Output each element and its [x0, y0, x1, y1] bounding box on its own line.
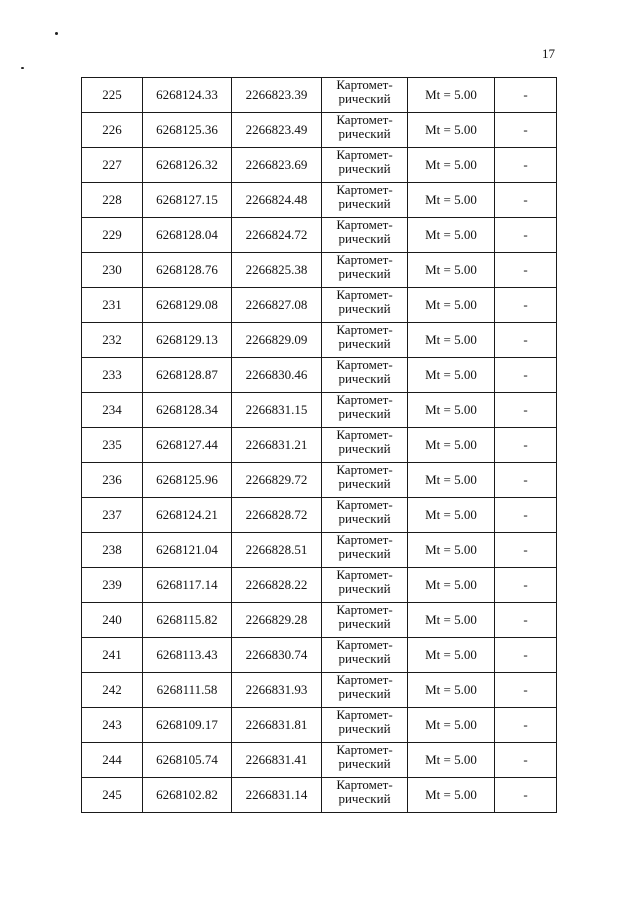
x-coordinate-cell: 6268121.04 — [143, 533, 232, 568]
method-text: рический — [338, 546, 391, 561]
point-number-cell: 241 — [82, 638, 143, 673]
method-text: рический — [338, 616, 391, 631]
x-coordinate-cell: 6268113.43 — [143, 638, 232, 673]
method-text: рический — [338, 266, 391, 281]
table-row — [82, 78, 557, 113]
point-number-cell: 233 — [82, 358, 143, 393]
point-number-cell: 229 — [82, 218, 143, 253]
table-row — [82, 288, 557, 323]
accuracy-cell: Mt = 5.00 — [408, 673, 495, 708]
accuracy-cell: Mt = 5.00 — [408, 463, 495, 498]
note-cell: - — [495, 323, 557, 358]
y-coordinate-cell: 2266823.49 — [232, 113, 322, 148]
y-coordinate-cell: 2266824.72 — [232, 218, 322, 253]
point-number-cell: 225 — [82, 78, 143, 113]
method-text: Картомет- — [336, 427, 393, 442]
method-cell — [322, 498, 408, 533]
accuracy-cell: Mt = 5.00 — [408, 778, 495, 813]
note-cell: - — [495, 568, 557, 603]
method-text: рический — [338, 336, 391, 351]
method-cell — [322, 533, 408, 568]
method-text: Картомет- — [336, 707, 393, 722]
note-cell: - — [495, 113, 557, 148]
method-text: рический — [338, 161, 391, 176]
coordinates-table-body — [82, 78, 557, 813]
method-text: Картомет- — [336, 287, 393, 302]
y-coordinate-cell: 2266823.39 — [232, 78, 322, 113]
method-text: рический — [338, 441, 391, 456]
table-row — [82, 183, 557, 218]
x-coordinate-cell: 6268128.87 — [143, 358, 232, 393]
method-text: Картомет- — [336, 532, 393, 547]
method-cell — [322, 358, 408, 393]
method-text: Картомет- — [336, 497, 393, 512]
accuracy-cell: Mt = 5.00 — [408, 568, 495, 603]
method-text: Картомет- — [336, 462, 393, 477]
method-text: Картомет- — [336, 147, 393, 162]
y-coordinate-cell: 2266828.72 — [232, 498, 322, 533]
table-row — [82, 708, 557, 743]
point-number-cell: 227 — [82, 148, 143, 183]
note-cell: - — [495, 148, 557, 183]
table-row — [82, 358, 557, 393]
table-row — [82, 568, 557, 603]
accuracy-cell: Mt = 5.00 — [408, 218, 495, 253]
method-text: Картомет- — [336, 182, 393, 197]
scan-speck — [21, 67, 24, 69]
accuracy-cell: Mt = 5.00 — [408, 358, 495, 393]
method-text: рический — [338, 756, 391, 771]
method-cell — [322, 218, 408, 253]
method-cell — [322, 393, 408, 428]
y-coordinate-cell: 2266831.41 — [232, 743, 322, 778]
point-number-cell: 226 — [82, 113, 143, 148]
note-cell: - — [495, 498, 557, 533]
note-cell: - — [495, 673, 557, 708]
y-coordinate-cell: 2266824.48 — [232, 183, 322, 218]
note-cell: - — [495, 603, 557, 638]
x-coordinate-cell: 6268128.34 — [143, 393, 232, 428]
table-row — [82, 428, 557, 463]
x-coordinate-cell: 6268127.44 — [143, 428, 232, 463]
x-coordinate-cell: 6268124.33 — [143, 78, 232, 113]
method-text: Картомет- — [336, 217, 393, 232]
note-cell: - — [495, 358, 557, 393]
table-row — [82, 498, 557, 533]
point-number-cell: 232 — [82, 323, 143, 358]
accuracy-cell: Mt = 5.00 — [408, 323, 495, 358]
accuracy-cell: Mt = 5.00 — [408, 533, 495, 568]
table-row — [82, 778, 557, 813]
note-cell: - — [495, 708, 557, 743]
x-coordinate-cell: 6268125.96 — [143, 463, 232, 498]
method-cell — [322, 463, 408, 498]
accuracy-cell: Mt = 5.00 — [408, 708, 495, 743]
x-coordinate-cell: 6268115.82 — [143, 603, 232, 638]
method-text: Картомет- — [336, 252, 393, 267]
point-number-cell: 244 — [82, 743, 143, 778]
method-text: рический — [338, 371, 391, 386]
method-cell — [322, 148, 408, 183]
point-number-cell: 235 — [82, 428, 143, 463]
y-coordinate-cell: 2266831.14 — [232, 778, 322, 813]
method-text: Картомет- — [336, 637, 393, 652]
y-coordinate-cell: 2266829.09 — [232, 323, 322, 358]
x-coordinate-cell: 6268129.08 — [143, 288, 232, 323]
x-coordinate-cell: 6268128.76 — [143, 253, 232, 288]
x-coordinate-cell: 6268102.82 — [143, 778, 232, 813]
method-cell — [322, 603, 408, 638]
point-number-cell: 242 — [82, 673, 143, 708]
method-text: рический — [338, 686, 391, 701]
method-text: Картомет- — [336, 322, 393, 337]
method-cell — [322, 778, 408, 813]
x-coordinate-cell: 6268129.13 — [143, 323, 232, 358]
note-cell: - — [495, 743, 557, 778]
method-text: Картомет- — [336, 602, 393, 617]
method-cell — [322, 323, 408, 358]
method-text: рический — [338, 231, 391, 246]
note-cell: - — [495, 533, 557, 568]
table-row — [82, 638, 557, 673]
table-row — [82, 393, 557, 428]
y-coordinate-cell: 2266829.28 — [232, 603, 322, 638]
y-coordinate-cell: 2266828.51 — [232, 533, 322, 568]
point-number-cell: 245 — [82, 778, 143, 813]
method-text: рический — [338, 721, 391, 736]
x-coordinate-cell: 6268109.17 — [143, 708, 232, 743]
y-coordinate-cell: 2266829.72 — [232, 463, 322, 498]
y-coordinate-cell: 2266828.22 — [232, 568, 322, 603]
y-coordinate-cell: 2266830.74 — [232, 638, 322, 673]
table-row — [82, 673, 557, 708]
x-coordinate-cell: 6268105.74 — [143, 743, 232, 778]
table-row — [82, 533, 557, 568]
table-row — [82, 323, 557, 358]
point-number-cell: 231 — [82, 288, 143, 323]
table-row — [82, 148, 557, 183]
method-text: Картомет- — [336, 777, 393, 792]
method-text: Картомет- — [336, 392, 393, 407]
table-row — [82, 463, 557, 498]
accuracy-cell: Mt = 5.00 — [408, 288, 495, 323]
y-coordinate-cell: 2266831.93 — [232, 673, 322, 708]
note-cell: - — [495, 218, 557, 253]
method-text: рический — [338, 196, 391, 211]
method-text: рический — [338, 406, 391, 421]
accuracy-cell: Mt = 5.00 — [408, 78, 495, 113]
method-text: Картомет- — [336, 742, 393, 757]
point-number-cell: 236 — [82, 463, 143, 498]
y-coordinate-cell: 2266831.21 — [232, 428, 322, 463]
x-coordinate-cell: 6268117.14 — [143, 568, 232, 603]
accuracy-cell: Mt = 5.00 — [408, 183, 495, 218]
y-coordinate-cell: 2266827.08 — [232, 288, 322, 323]
accuracy-cell: Mt = 5.00 — [408, 393, 495, 428]
note-cell: - — [495, 78, 557, 113]
x-coordinate-cell: 6268125.36 — [143, 113, 232, 148]
table-row — [82, 253, 557, 288]
y-coordinate-cell: 2266831.15 — [232, 393, 322, 428]
coordinates-table — [81, 77, 557, 813]
point-number-cell: 230 — [82, 253, 143, 288]
method-cell — [322, 78, 408, 113]
method-cell — [322, 568, 408, 603]
method-cell — [322, 183, 408, 218]
method-text: Картомет- — [336, 672, 393, 687]
point-number-cell: 228 — [82, 183, 143, 218]
y-coordinate-cell: 2266830.46 — [232, 358, 322, 393]
scan-speck — [55, 32, 58, 35]
note-cell: - — [495, 638, 557, 673]
method-text: рический — [338, 511, 391, 526]
point-number-cell: 243 — [82, 708, 143, 743]
method-text: Картомет- — [336, 77, 393, 92]
method-text: рический — [338, 476, 391, 491]
method-cell — [322, 743, 408, 778]
point-number-cell: 238 — [82, 533, 143, 568]
y-coordinate-cell: 2266831.81 — [232, 708, 322, 743]
accuracy-cell: Mt = 5.00 — [408, 498, 495, 533]
method-cell — [322, 673, 408, 708]
method-text: рический — [338, 301, 391, 316]
method-text: рический — [338, 91, 391, 106]
x-coordinate-cell: 6268126.32 — [143, 148, 232, 183]
table-row — [82, 218, 557, 253]
method-cell — [322, 638, 408, 673]
point-number-cell: 239 — [82, 568, 143, 603]
x-coordinate-cell: 6268128.04 — [143, 218, 232, 253]
note-cell: - — [495, 463, 557, 498]
method-text: рический — [338, 791, 391, 806]
point-number-cell: 234 — [82, 393, 143, 428]
table-row — [82, 113, 557, 148]
method-text: рический — [338, 651, 391, 666]
method-cell — [322, 253, 408, 288]
x-coordinate-cell: 6268111.58 — [143, 673, 232, 708]
table-row — [82, 603, 557, 638]
accuracy-cell: Mt = 5.00 — [408, 743, 495, 778]
accuracy-cell: Mt = 5.00 — [408, 148, 495, 183]
x-coordinate-cell: 6268127.15 — [143, 183, 232, 218]
point-number-cell: 237 — [82, 498, 143, 533]
method-cell — [322, 288, 408, 323]
method-cell — [322, 428, 408, 463]
note-cell: - — [495, 288, 557, 323]
accuracy-cell: Mt = 5.00 — [408, 253, 495, 288]
note-cell: - — [495, 778, 557, 813]
method-text: рический — [338, 581, 391, 596]
y-coordinate-cell: 2266823.69 — [232, 148, 322, 183]
note-cell: - — [495, 428, 557, 463]
method-text: рический — [338, 126, 391, 141]
method-text: Картомет- — [336, 567, 393, 582]
table-row — [82, 743, 557, 778]
y-coordinate-cell: 2266825.38 — [232, 253, 322, 288]
method-text: Картомет- — [336, 112, 393, 127]
point-number-cell: 240 — [82, 603, 143, 638]
note-cell: - — [495, 183, 557, 218]
method-cell — [322, 113, 408, 148]
accuracy-cell: Mt = 5.00 — [408, 113, 495, 148]
x-coordinate-cell: 6268124.21 — [143, 498, 232, 533]
note-cell: - — [495, 393, 557, 428]
note-cell: - — [495, 253, 557, 288]
accuracy-cell: Mt = 5.00 — [408, 638, 495, 673]
accuracy-cell: Mt = 5.00 — [408, 428, 495, 463]
method-text: Картомет- — [336, 357, 393, 372]
method-cell — [322, 708, 408, 743]
page-number: 17 — [542, 46, 555, 61]
accuracy-cell: Mt = 5.00 — [408, 603, 495, 638]
